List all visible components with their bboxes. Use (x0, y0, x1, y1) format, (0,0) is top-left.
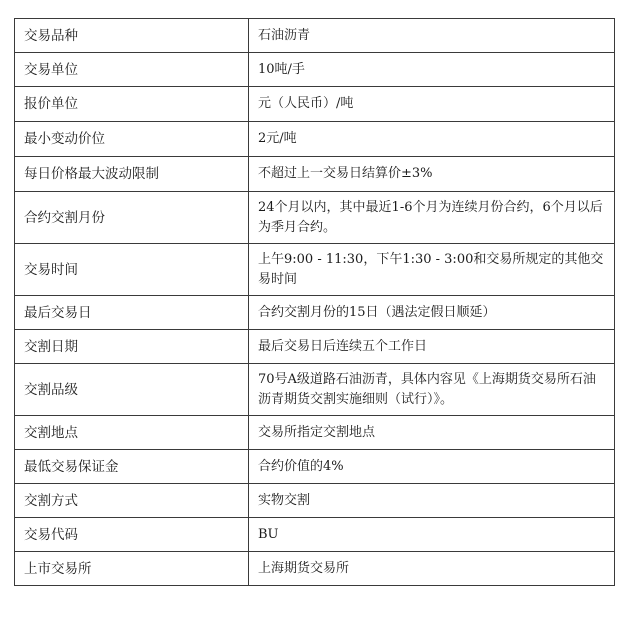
table-row (15, 122, 615, 157)
row-label: 交易代码 (15, 518, 249, 552)
row-value: BU (249, 518, 615, 552)
table-row (15, 192, 615, 244)
table-row (15, 19, 615, 53)
row-value: 上海期货交易所 (249, 552, 615, 586)
table-row (15, 87, 615, 122)
table-row (15, 53, 615, 87)
row-label: 交割日期 (15, 330, 249, 364)
row-label: 最小变动价位 (15, 122, 249, 157)
row-value: 合约价值的4% (249, 450, 615, 484)
row-label: 交割方式 (15, 484, 249, 518)
row-value: 最后交易日后连续五个工作日 (249, 330, 615, 364)
row-label: 交易时间 (15, 244, 249, 296)
row-label: 交易单位 (15, 53, 249, 87)
row-value: 实物交割 (249, 484, 615, 518)
table-row (15, 416, 615, 450)
row-label: 报价单位 (15, 87, 249, 122)
row-value: 上午9:00 - 11:30，下午1:30 - 3:00和交易所规定的其他交易时间 (249, 244, 615, 296)
row-value: 合约交割月份的15日（遇法定假日顺延） (249, 296, 615, 330)
row-label: 合约交割月份 (15, 192, 249, 244)
row-value: 石油沥青 (249, 19, 615, 53)
row-label: 交割品级 (15, 364, 249, 416)
row-value: 10吨/手 (249, 53, 615, 87)
row-label: 交割地点 (15, 416, 249, 450)
row-label: 最后交易日 (15, 296, 249, 330)
table-row (15, 450, 615, 484)
row-value: 不超过上一交易日结算价±3% (249, 157, 615, 192)
table-row (15, 244, 615, 296)
row-label: 最低交易保证金 (15, 450, 249, 484)
table-row (15, 552, 615, 586)
table-row (15, 364, 615, 416)
row-value: 70号A级道路石油沥青，具体内容见《上海期货交易所石油沥青期货交割实施细则（试行）》。 (249, 364, 615, 416)
table-row (15, 330, 615, 364)
row-label: 每日价格最大波动限制 (15, 157, 249, 192)
row-value: 24个月以内，其中最近1-6个月为连续月份合约，6个月以后为季月合约。 (249, 192, 615, 244)
row-label: 上市交易所 (15, 552, 249, 586)
table-row (15, 518, 615, 552)
row-value: 元（人民币）/吨 (249, 87, 615, 122)
row-label: 交易品种 (15, 19, 249, 53)
contract-spec-table (14, 18, 615, 586)
table-row (15, 296, 615, 330)
row-value: 交易所指定交割地点 (249, 416, 615, 450)
table-row (15, 484, 615, 518)
table-row (15, 157, 615, 192)
row-value: 2元/吨 (249, 122, 615, 157)
